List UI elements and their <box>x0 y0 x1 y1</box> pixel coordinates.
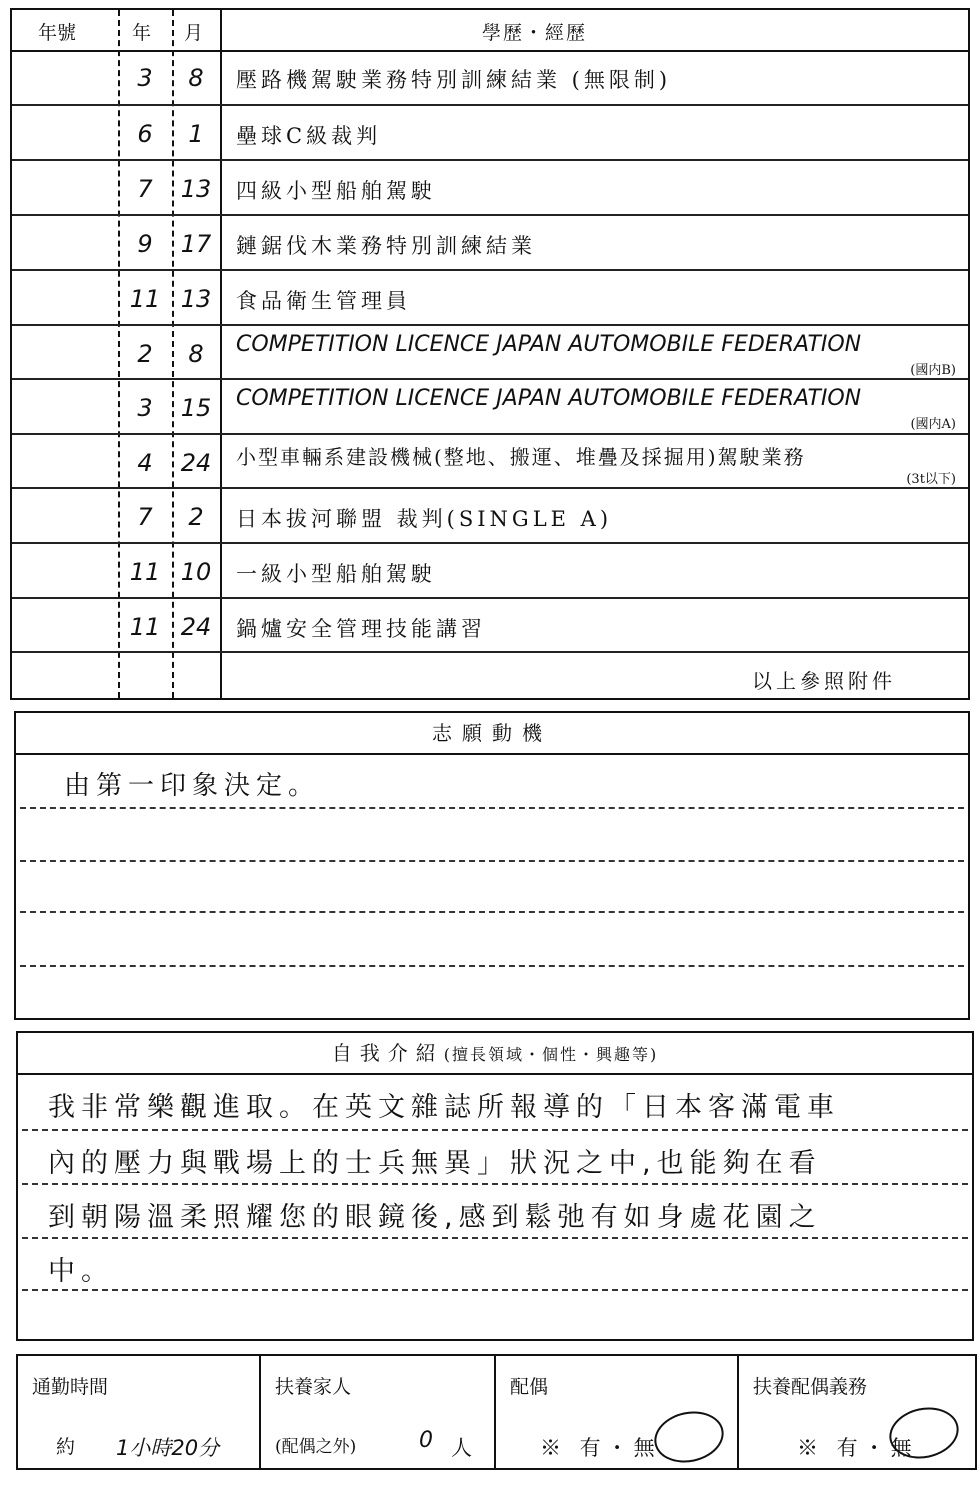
header-era: 年號 <box>38 22 77 44</box>
row-text: 日本拔河聯盟 裁判(SINGLE A) <box>236 507 613 531</box>
commute-value: 1小時20分 <box>116 1436 220 1460</box>
ruled-line <box>20 860 964 862</box>
ruled-line <box>20 911 964 913</box>
ruled-line <box>22 1129 968 1131</box>
row-text: COMPETITION LICENCE JAPAN AUTOMOBILE FEDERATION <box>236 332 862 357</box>
spouse-label: 配偶 <box>510 1376 549 1398</box>
answer-circle <box>650 1405 729 1468</box>
row-year: 11 <box>129 558 161 586</box>
history-row <box>12 435 968 489</box>
row-year: 2 <box>137 340 153 368</box>
history-header <box>12 10 968 52</box>
history-row <box>12 271 968 326</box>
ruled-line <box>20 965 964 967</box>
dependents-label: 扶養家人 <box>275 1376 352 1398</box>
history-footer-row <box>12 653 968 700</box>
row-year: 11 <box>129 285 161 313</box>
header-month: 月 <box>184 22 204 44</box>
intro-title-text: 自我介紹 <box>331 1041 444 1065</box>
row-text: 一級小型船舶駕駛 <box>236 562 436 586</box>
row-month: 2 <box>188 503 204 531</box>
row-month: 1 <box>188 120 204 148</box>
row-text: 食品衛生管理員 <box>236 289 411 313</box>
intro-title <box>18 1033 972 1075</box>
commute-prefix: 約 <box>56 1436 76 1458</box>
row-year: 3 <box>137 394 153 422</box>
dependents-value: 0 <box>419 1428 433 1453</box>
dependents-note: (配偶之外) <box>275 1437 357 1457</box>
row-month: 15 <box>180 394 212 422</box>
intro-line: 中。 <box>48 1256 114 1287</box>
intro-section <box>16 1031 974 1341</box>
row-month: 8 <box>188 340 204 368</box>
history-row <box>12 599 968 653</box>
spouse-support-label: 扶養配偶義務 <box>753 1376 868 1398</box>
row-year: 4 <box>137 449 153 477</box>
motive-text: 由第一印象決定。 <box>64 771 321 801</box>
history-row <box>12 326 968 380</box>
footer-note: 以上參照附件 <box>752 669 896 693</box>
row-text: 壘球C級裁判 <box>236 124 382 148</box>
row-month: 24 <box>180 613 212 641</box>
motive-title: 志願動機 <box>16 713 968 755</box>
bottom-info <box>16 1354 977 1470</box>
header-year: 年 <box>132 22 152 44</box>
spouse-cell <box>496 1356 739 1468</box>
history-row <box>12 50 968 106</box>
ruled-line <box>20 807 964 809</box>
row-note: (3t以下) <box>906 472 956 487</box>
row-text: 壓路機駕駛業務特別訓練結業 (無限制) <box>236 68 672 92</box>
history-row <box>12 216 968 271</box>
row-year: 9 <box>137 230 153 258</box>
row-note: (國内B) <box>910 363 956 378</box>
row-month: 13 <box>180 285 212 313</box>
row-year: 3 <box>137 64 153 92</box>
row-year: 7 <box>137 175 153 203</box>
row-text: 四級小型船舶駕駛 <box>236 179 436 203</box>
spouse-support-cell <box>739 1356 975 1468</box>
row-month: 13 <box>180 175 212 203</box>
row-year: 11 <box>129 613 161 641</box>
row-month: 24 <box>180 449 212 477</box>
row-text: COMPETITION LICENCE JAPAN AUTOMOBILE FEDERATION <box>236 386 862 411</box>
history-row <box>12 161 968 216</box>
history-row <box>12 489 968 544</box>
history-table <box>10 8 970 700</box>
row-text: 小型車輛系建設機械(整地、搬運、堆疊及採掘用)駕駛業務 <box>236 445 806 469</box>
dependents-cell <box>261 1356 496 1468</box>
history-row <box>12 544 968 599</box>
row-year: 6 <box>137 120 153 148</box>
intro-line: 我非常樂觀進取。在英文雜誌所報導的「日本客滿電車 <box>48 1092 840 1123</box>
intro-title-note: (擅長領域・個性・興趣等) <box>443 1045 659 1064</box>
spouse-options: ※ 有・無 <box>540 1436 661 1460</box>
history-row <box>12 106 968 161</box>
row-month: 8 <box>188 64 204 92</box>
commute-label: 通勤時間 <box>32 1376 109 1398</box>
row-month: 10 <box>180 558 212 586</box>
intro-line: 內的壓力與戰場上的士兵無異」狀況之中,也能夠在看 <box>48 1148 822 1179</box>
ruled-line <box>22 1183 968 1185</box>
spouse-support-options: ※ 有・無 <box>797 1436 918 1460</box>
row-month: 17 <box>180 230 212 258</box>
header-content: 學歷・經歷 <box>482 22 588 44</box>
commute-cell <box>18 1356 261 1468</box>
motive-section <box>14 711 970 1020</box>
ruled-line <box>22 1289 968 1291</box>
history-row <box>12 380 968 435</box>
row-text: 鍋爐安全管理技能講習 <box>236 617 486 641</box>
dependents-unit: 人 <box>451 1436 472 1460</box>
row-text: 鏈鋸伐木業務特別訓練結業 <box>236 234 536 258</box>
row-year: 7 <box>137 503 153 531</box>
ruled-line <box>22 1237 968 1239</box>
intro-line: 到朝陽溫柔照耀您的眼鏡後,感到鬆弛有如身處花園之 <box>48 1202 822 1233</box>
row-note: (國内A) <box>910 417 956 432</box>
